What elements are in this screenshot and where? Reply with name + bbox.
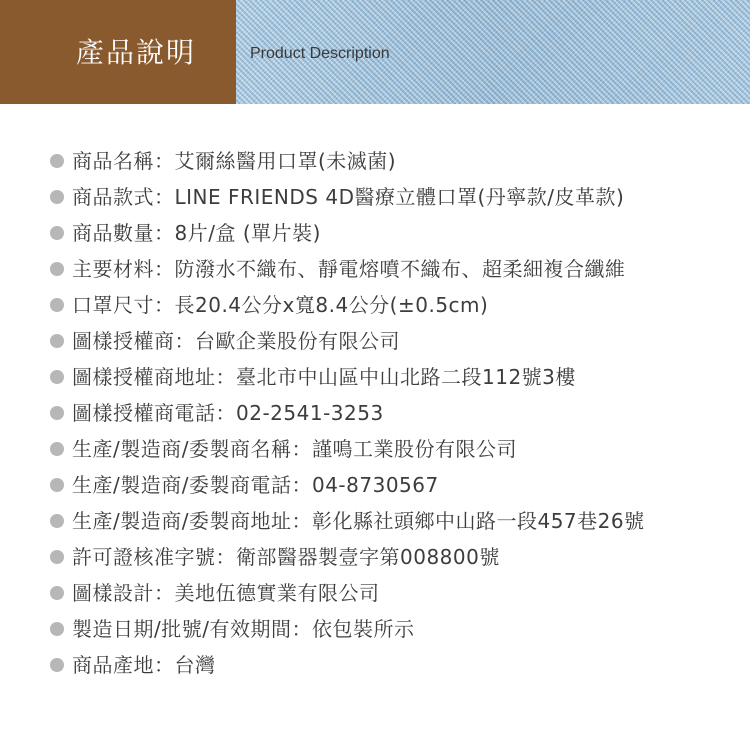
spec-text: 圖樣授權商電話：02-2541-3253 — [72, 401, 384, 425]
bullet-icon — [50, 550, 64, 564]
spec-item-manufacturer-phone — [48, 467, 645, 503]
spec-item-size — [48, 287, 645, 323]
spec-text: 圖樣設計：美地伍德實業有限公司 — [72, 581, 380, 605]
bullet-icon — [50, 334, 64, 348]
spec-item-manufacturer-name — [48, 431, 645, 467]
spec-text: 製造日期/批號/有效期間：依包裝所示 — [72, 617, 415, 641]
header-banner — [0, 0, 750, 104]
product-spec-list — [48, 143, 645, 683]
bullet-icon — [50, 262, 64, 276]
bullet-icon — [50, 622, 64, 636]
spec-text: 生產/製造商/委製商名稱：謹鳴工業股份有限公司 — [72, 437, 517, 461]
spec-item-origin — [48, 647, 645, 683]
bullet-icon — [50, 154, 64, 168]
bullet-icon — [50, 370, 64, 384]
spec-text: 生產/製造商/委製商地址：彰化縣社頭鄉中山路一段457巷26號 — [72, 509, 645, 533]
bullet-icon — [50, 298, 64, 312]
page-subtitle: Product Description — [250, 45, 390, 62]
header-title-panel — [0, 0, 236, 104]
spec-item-licensor-address — [48, 359, 645, 395]
bullet-icon — [50, 658, 64, 672]
spec-item-date-batch — [48, 611, 645, 647]
bullet-icon — [50, 226, 64, 240]
bullet-icon — [50, 514, 64, 528]
spec-item-designer — [48, 575, 645, 611]
bullet-icon — [50, 190, 64, 204]
spec-text: 圖樣授權商：台歐企業股份有限公司 — [72, 329, 400, 353]
bullet-icon — [50, 406, 64, 420]
bullet-icon — [50, 442, 64, 456]
spec-item-materials — [48, 251, 645, 287]
spec-text: 許可證核准字號：衛部醫器製壹字第008800號 — [72, 545, 500, 569]
spec-item-license-number — [48, 539, 645, 575]
header-denim-panel — [236, 0, 750, 104]
spec-text: 圖樣授權商地址：臺北市中山區中山北路二段112號3樓 — [72, 365, 576, 389]
spec-text: 商品數量：8片/盒 (單片裝) — [72, 221, 321, 245]
spec-text: 生產/製造商/委製商電話：04-8730567 — [72, 473, 439, 497]
spec-item-licensor — [48, 323, 645, 359]
spec-text: 主要材料：防潑水不織布、靜電熔噴不織布、超柔細複合纖維 — [72, 257, 626, 281]
bullet-icon — [50, 478, 64, 492]
spec-text: 商品款式：LINE FRIENDS 4D醫療立體口罩(丹寧款/皮革款) — [72, 185, 625, 209]
page-title: 產品說明 — [76, 36, 197, 69]
spec-item-quantity — [48, 215, 645, 251]
spec-text: 口罩尺寸：長20.4公分x寬8.4公分(±0.5cm) — [72, 293, 489, 317]
spec-text: 商品名稱：艾爾絲醫用口罩(未滅菌) — [72, 149, 397, 173]
spec-text: 商品產地：台灣 — [72, 653, 216, 677]
spec-item-manufacturer-address — [48, 503, 645, 539]
spec-item-style — [48, 179, 645, 215]
bullet-icon — [50, 586, 64, 600]
spec-item-product-name — [48, 143, 645, 179]
spec-item-licensor-phone — [48, 395, 645, 431]
